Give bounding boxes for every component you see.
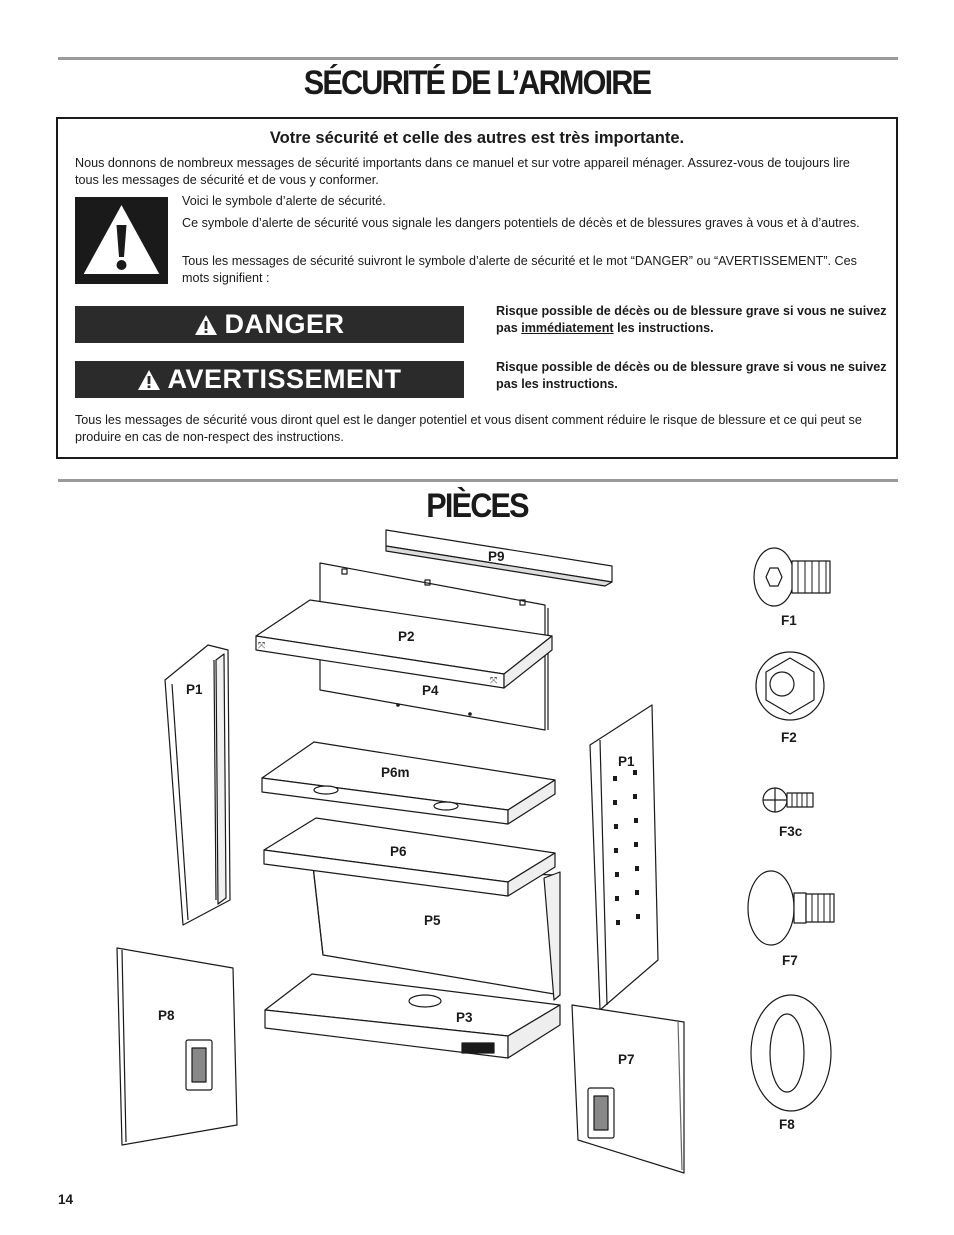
label-p5: P5 (424, 913, 441, 928)
safety-headline: Votre sécurité et celle des autres est très importante. (269, 129, 685, 147)
svg-text:⤧: ⤧ (258, 640, 266, 650)
fastener-f2-nut (756, 652, 824, 720)
signal-words-text: Tous les messages de sécurité suivront le symbole d’alerte de sécurité et le mot “DANGER” ou “AVERTISSEMENT”. Ces mots signifient : (182, 254, 857, 285)
alert-symbol-text: Voici le symbole d’alerte de sécurité. (182, 194, 386, 208)
label-p1-right: P1 (618, 754, 635, 769)
label-p9: P9 (488, 549, 505, 564)
label-f7: F7 (782, 953, 798, 968)
part-p1-right-side (590, 705, 658, 1010)
label-p6m: P6m (381, 765, 410, 780)
fastener-f3c-screw (763, 788, 813, 812)
label-p8: P8 (158, 1008, 175, 1023)
label-p6: P6 (390, 844, 407, 859)
safety-intro: Nous donnons de nombreux messages de sécurité importants dans ce manuel et sur votre appareil ménager. Assurez-vous de toujours lire tous les messages de sécurité et de vous y conformer. (75, 156, 850, 187)
safety-footer-text: Tous les messages de sécurité vous diront quel est le danger potentiel et vous disent comment réduire le risque de blessure et ce qui peut se produire en cas de non-respect des instructions. (75, 413, 862, 444)
label-f8: F8 (779, 1117, 795, 1132)
label-p3: P3 (456, 1010, 473, 1025)
page-number: 14 (58, 1192, 74, 1207)
warning-label: AVERTISSEMENT (167, 364, 402, 394)
fastener-f7-carriage-bolt (748, 871, 834, 945)
danger-desc-emphasis: immédiatement (521, 321, 614, 335)
safety-title: SÉCURITÉ DE L’ARMOIRE (303, 64, 651, 102)
label-f2: F2 (781, 730, 797, 745)
fastener-f1-bolt (754, 548, 830, 606)
label-p2: P2 (398, 629, 415, 644)
part-p7-right-door (572, 1005, 684, 1173)
label-p4: P4 (422, 683, 439, 698)
danger-desc-part2: les instructions. (613, 321, 714, 335)
parts-title: PIÈCES (426, 487, 528, 525)
label-p1-left: P1 (186, 682, 203, 697)
label-f1: F1 (781, 613, 797, 628)
label-p7: P7 (618, 1052, 635, 1067)
label-f3c: F3c (779, 824, 803, 839)
alert-meaning-text: Ce symbole d’alerte de sécurité vous signale les dangers potentiels de décès et de blessures graves à vous et à d’autres. (182, 216, 860, 230)
part-p6m-shelf (262, 742, 555, 824)
warning-description: Risque possible de décès ou de blessure grave si vous ne suivez pas les instructions. (496, 360, 887, 391)
part-p8-left-door (117, 948, 237, 1145)
danger-desc-part1: Risque possible de décès ou de blessure grave si vous ne suivez pas (496, 304, 887, 335)
danger-label: DANGER (224, 309, 345, 339)
fastener-f8-washer (751, 995, 831, 1111)
svg-text:⤧: ⤧ (490, 675, 498, 685)
